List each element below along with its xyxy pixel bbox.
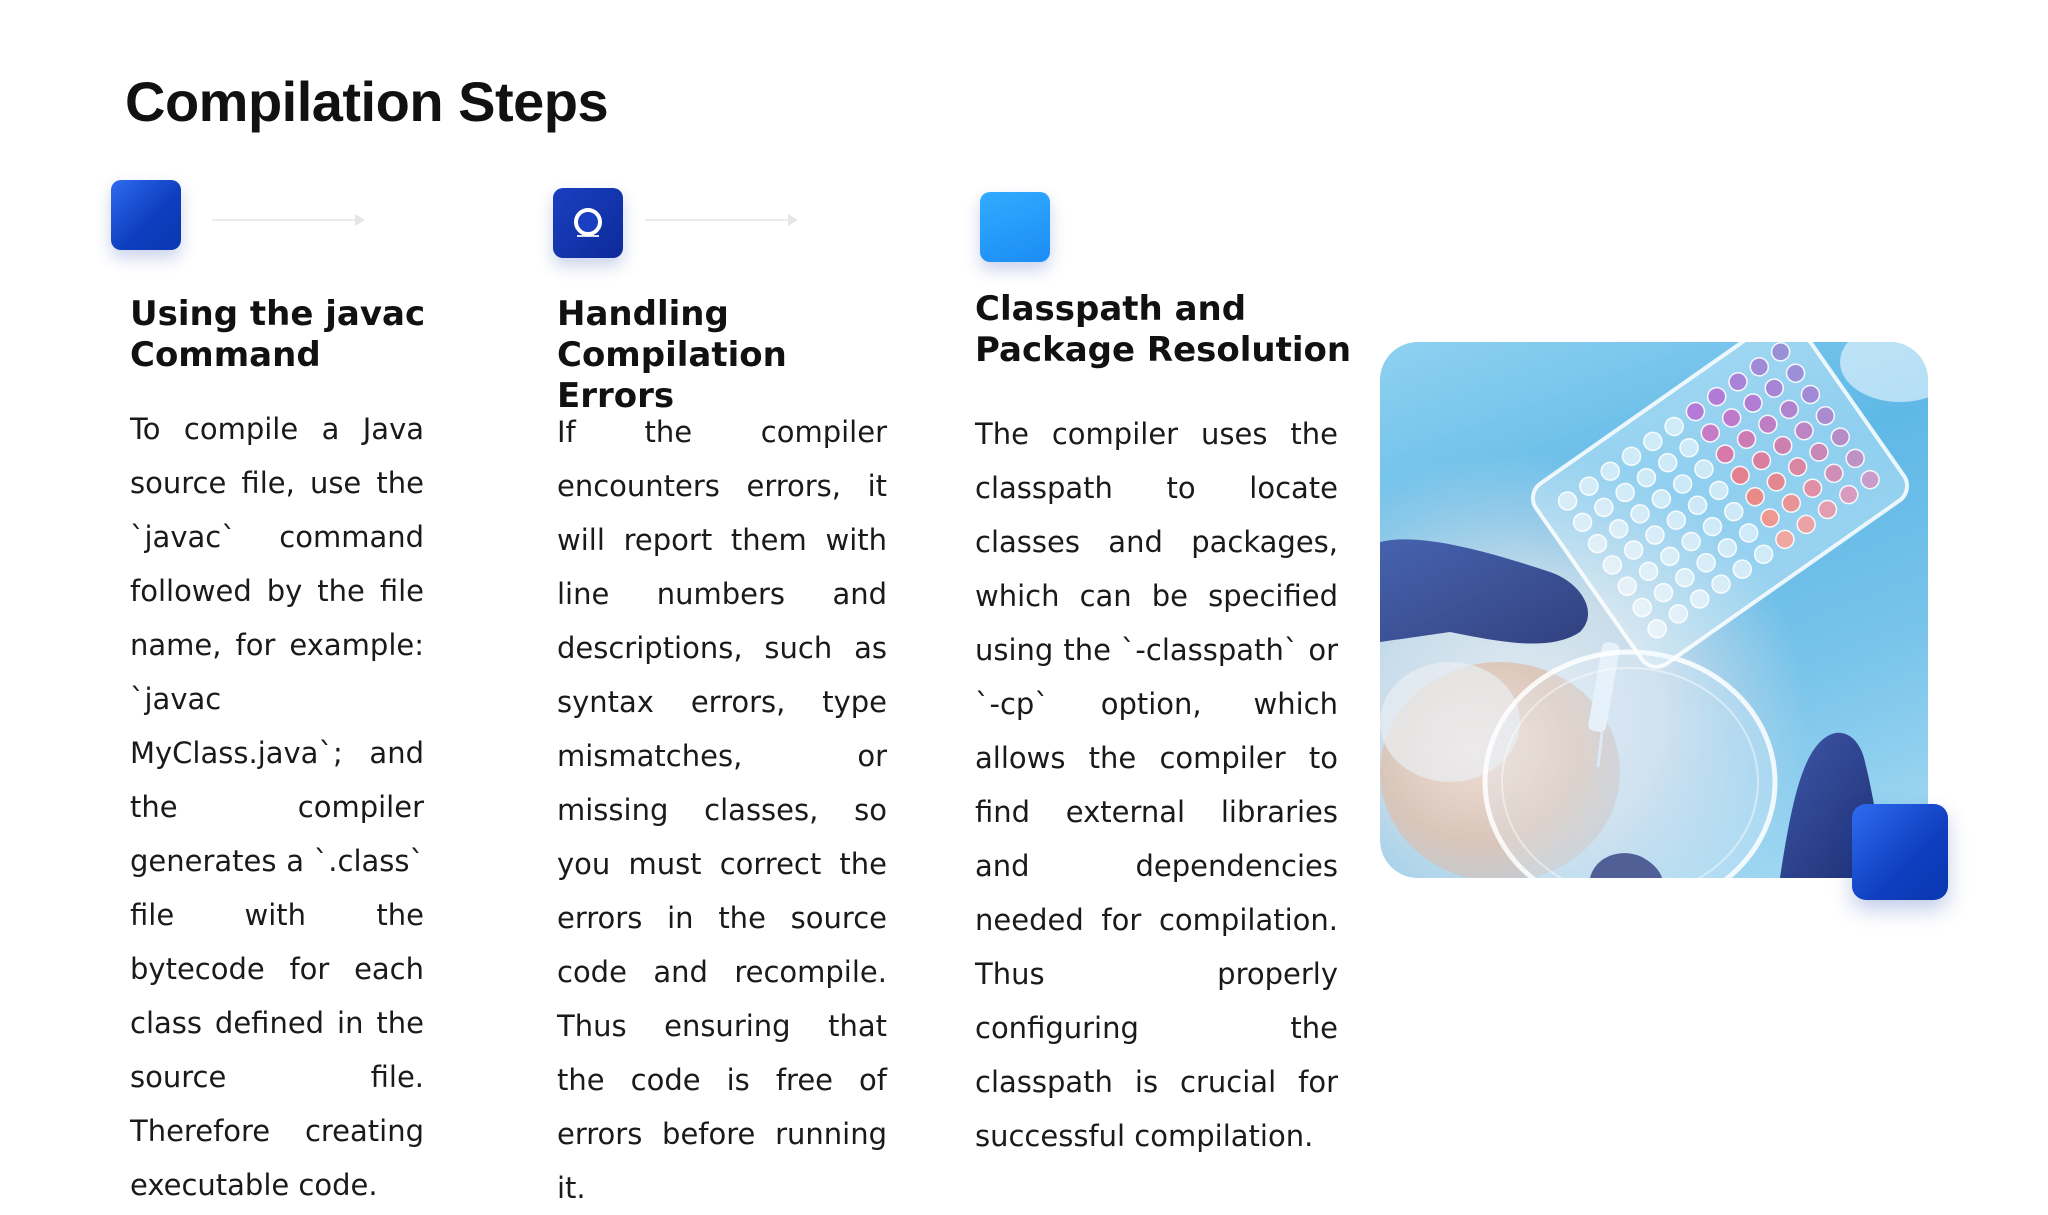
step-3-heading: Classpath and Package Resolution [975,289,1352,370]
webcam-lens-glyph [574,208,602,236]
accent-square-decoration [1852,804,1948,900]
step-2-heading: Handling Compilation Errors [557,294,787,416]
blue-square-icon [111,180,181,250]
step-3-body: The compiler uses the classpath to locate classes and packages, which can be specified using the `-classpath` or `-cp` option, which allows the compiler to find external libraries and dependencies needed for compilation. Thus properly configuring the classpath is crucial for successful compilation. [975,417,1338,1153]
step-1-heading: Using the javac Command [130,294,426,375]
slide-title: Compilation Steps [125,70,609,133]
webcam-icon [553,188,623,258]
lab-photo-illustration [1380,342,1928,878]
lab-photo [1380,342,1928,878]
step-2-body: If the compiler encounters errors, it will report them with line numbers and descriptions, such as syntax errors, type mismatches, or missing classes, so you must correct the errors in the source code and recompile. Thus ensuring that the code is free of errors before running it. [557,415,887,1205]
webcam-base-glyph [577,235,599,237]
light-blue-square-icon [980,192,1050,262]
step-1-body: To compile a Java source file, use the `javac` command followed by the file name, for example: `javac MyClass.java`; and the compiler generates a `.class` file with the bytecode for each class defined in the source file. Therefore creating executable code. [130,412,424,1202]
arrow-connector [212,219,357,221]
arrow-connector [645,219,790,221]
